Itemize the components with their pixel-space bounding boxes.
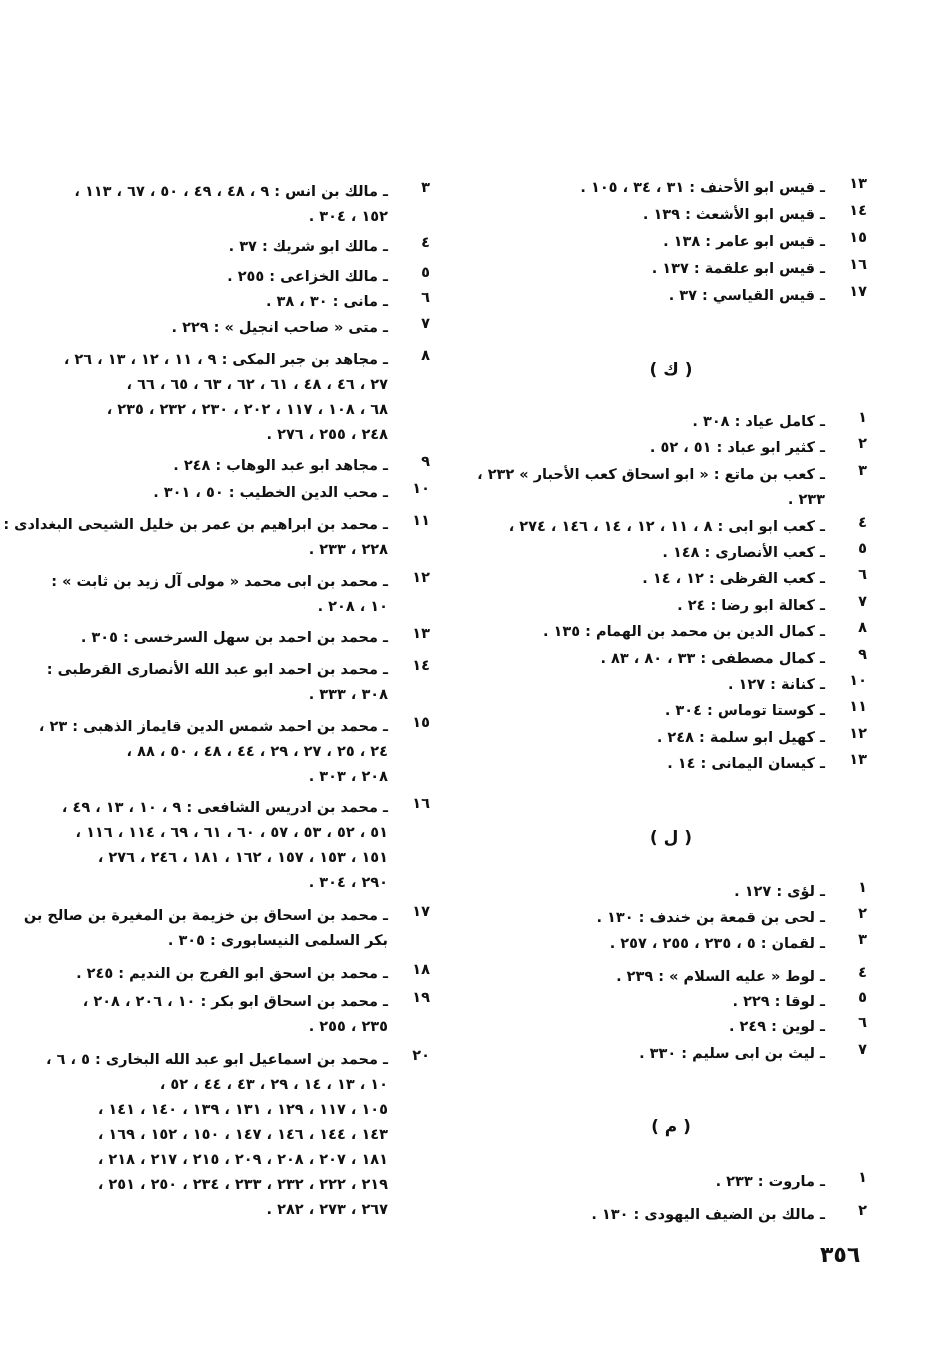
page-number: ٣٥٦ [820,1243,861,1268]
entry-number: ٦ [858,567,867,584]
entry-number: ١٠ [849,673,867,689]
entry-number: ١٨ [412,962,430,978]
entry-text-line: ـ ماروت : ٢٣٣ . [715,1174,825,1190]
entry-text-line: ـ لؤى : ١٢٧ . [734,884,825,900]
entry-text-line: ٣٠٨ ، ٣٣٣ . [308,687,388,703]
entry-number: ٣ [858,932,867,948]
entry-number: ٨ [421,348,430,364]
entry-text-line: ٢٢٨ ، ٢٣٣ . [308,542,388,558]
entry-text-line: ـ مانى : ٣٠ ، ٣٨ . [265,294,388,310]
entry-number: ١٢ [849,725,867,742]
entry-text-line: ـ مالك بن انس : ٩ ، ٤٨ ، ٤٩ ، ٥٠ ، ٦٧ ، ١١٣ ، [74,184,388,200]
entry-number: ١٣ [849,752,867,769]
entry-text-line: ـ كيسان اليمانى : ١٤ . [667,756,825,773]
entry-text-line: ـ كعب القرظى : ١٢ ، ١٤ . [642,571,825,588]
entry-text-line: ـ مجاهد ابو عبد الوهاب : ٢٤٨ . [173,458,388,474]
entry-number: ٤ [858,965,867,981]
entry-text-line: ٢٠٨ ، ٣٠٣ . [308,769,388,785]
entry-text-line: ١٤٣ ، ١٤٤ ، ١٤٦ ، ١٤٧ ، ١٥٠ ، ١٥٢ ، ١٦٩ ، [97,1127,388,1143]
entry-text-line: ـ محمد بن ادريس الشافعى : ٩ ، ١٠ ، ١٣ ، ٤٩ ، [61,800,388,816]
entry-text-line: ـ محمد بن اسحاق ابو بكر : ١٠ ، ٢٠٦ ، ٢٠٨ ، [82,994,388,1010]
entry-number: ١٠ [412,481,430,497]
section-header-kaf: ( ك ) [649,360,693,380]
entry-number: ٨ [858,620,867,637]
entry-text-line: ـ محمد بن ابراهيم بن عمر بن خليل الشيحى البغدادى : [3,517,388,533]
entry-text-line: ٥١ ، ٥٢ ، ٥٣ ، ٥٧ ، ٦٠ ، ٦١ ، ٦٩ ، ١١٤ ، ١١٦ ، [75,825,388,841]
entry-number: ١ [858,1170,867,1186]
entry-number: ٩ [421,454,430,470]
entry-number: ٦ [858,1015,867,1031]
entry-text-line: ـ محب الدين الخطيب : ٥٠ ، ٣٠١ . [153,485,388,501]
entry-text-line: ١٨١ ، ٢٠٧ ، ٢٠٨ ، ٢٠٩ ، ٢١٥ ، ٢١٧ ، ٢١٨ ، [97,1152,388,1168]
entry-number: ١١ [412,513,430,529]
entry-text-line: بكر السلمى النيسابورى : ٣٠٥ . [167,933,388,949]
entry-text-line: ٢٧ ، ٤٦ ، ٤٨ ، ٦١ ، ٦٢ ، ٦٣ ، ٦٥ ، ٦٦ ، [126,377,388,393]
entry-text-line: ـ متى « صاحب انجيل » : ٢٢٩ . [171,320,388,336]
entry-text-line: ـ قيس ابو الأشعث : ١٣٩ . [642,206,825,223]
entry-number: ١٥ [412,715,430,731]
entry-text-line: ٢٩٠ ، ٣٠٤ . [308,875,388,891]
entry-number: ١٦ [412,796,430,812]
entry-number: ٧ [858,593,867,610]
entry-number: ٢٠ [412,1048,430,1064]
entry-text-line: ـ لحى بن قمعة بن خندف : ١٣٠ . [596,910,825,926]
entry-number: ٧ [858,1042,867,1058]
entry-text-line: ـ قيس ابو علقمة : ١٣٧ . [651,260,825,277]
entry-text-line: ـ كهيل ابو سلمة : ٢٤٨ . [656,729,825,746]
entry-number: ١ [858,880,867,896]
entry-number: ٥ [858,990,867,1006]
entry-text-line: ـ لوقا : ٢٢٩ . [732,994,825,1010]
entry-text-line: ٢١٩ ، ٢٢٢ ، ٢٣٢ ، ٢٣٣ ، ٢٣٤ ، ٢٥٠ ، ٢٥١ ، [97,1177,388,1193]
entry-number: ١٦ [849,256,867,273]
entry-text-line: ـ محمد بن اسماعيل ابو عبد الله البخارى : ٥ ، ٦ ، [46,1052,388,1068]
entry-text-line: ـ محمد بن اسحاق بن خزيمة بن المغيرة بن صالح بن [23,908,388,924]
entry-text-line: ـ مالك الخزاعى : ٢٥٥ . [227,269,388,285]
entry-text-line: ـ مالك ابو شريك : ٣٧ . [228,239,388,255]
entry-number: ٦ [421,290,430,306]
entry-text-line: ١٥١ ، ١٥٣ ، ١٥٧ ، ١٦٢ ، ١٨١ ، ٢٤٦ ، ٢٧٦ ، [97,850,388,866]
entry-number: ٢ [858,436,867,453]
entry-text-line: ـ محمد بن اسحق ابو الفرج بن النديم : ٢٤٥ . [76,966,388,982]
entry-text-line: ـ كنانة : ١٢٧ . [727,677,825,693]
entry-number: ٤ [858,514,867,531]
entry-text-line: ١٠ ، ٢٠٨ . [317,599,388,615]
entry-number: ٢ [858,906,867,922]
entry-number: ٤ [421,235,430,251]
entry-text-line: ـ محمد بن احمد شمس الدين قايماز الذهبى : ٢٣ ، [38,719,388,735]
entry-text-line: ـ قيس القياسي : ٣٧ . [668,287,825,304]
entry-text-line: ـ كثير ابو عباد : ٥١ ، ٥٢ . [649,440,825,457]
entry-number: ١٢ [412,570,430,586]
entry-number: ١٤ [849,202,867,219]
entry-number: ١ [858,410,867,426]
entry-number: ١٩ [412,990,430,1006]
entry-text-line: ـ قيس ابو عامر : ١٣٨ . [663,233,825,250]
entry-text-line: ـ كعب بن ماتع : « ابو اسحاق كعب الأحبار » ٢٣٢ ، [477,466,825,483]
entry-text-line: ـ كعالة ابو رضا : ٢٤ . [677,597,825,614]
entry-text-line: ـ لقمان : ٥ ، ٢٣٥ ، ٢٥٥ ، ٢٥٧ . [609,936,825,952]
entry-number: ١٥ [849,229,867,246]
entry-number: ١٧ [412,904,430,920]
entry-number: ١١ [849,699,867,716]
entry-text-line: ـ مالك بن الضيف اليهودى : ١٣٠ . [591,1207,825,1223]
entry-number: ٩ [858,646,867,663]
entry-text-line: ـ كعب الأنصارى : ١٤٨ . [662,545,825,561]
entry-text-line: ـ مجاهد بن جبر المكى : ٩ ، ١١ ، ١٢ ، ١٣ ، ٢٦ ، [63,352,388,368]
entry-text-line: ١٥٢ ، ٣٠٤ . [308,209,388,225]
entry-number: ٢ [858,1203,867,1219]
entry-text-line: ـ كوستا توماس : ٣٠٤ . [664,703,825,720]
entry-text-line: ٢٣٥ ، ٢٥٥ . [308,1019,388,1035]
entry-number: ١٣ [412,626,430,642]
entry-text-line: ١٠ ، ١٣ ، ١٤ ، ٢٩ ، ٤٣ ، ٤٤ ، ٥٢ ، [159,1077,388,1093]
entry-number: ٥ [858,541,867,557]
entry-text-line: ١٠٥ ، ١١٧ ، ١٢٩ ، ١٣١ ، ١٣٩ ، ١٤٠ ، ١٤١ ، [97,1102,388,1118]
entry-text-line: ـ كعب ابو ابى : ٨ ، ١١ ، ١٢ ، ١٤ ، ١٤٦ ، ٢٧٤ ، [508,518,825,535]
entry-number: ٥ [421,265,430,281]
entry-text-line: ـ كمال الدين بن محمد بن الهمام : ١٣٥ . [542,624,825,641]
entry-number: ٧ [421,316,430,332]
entry-text-line: ٦٨ ، ١٠٨ ، ١١٧ ، ٢٠٢ ، ٢٣٠ ، ٢٣٢ ، ٢٣٥ ، [106,402,388,418]
entry-number: ١٤ [412,658,430,674]
entry-number: ١٣ [849,176,867,192]
entry-text-line: ٢٤ ، ٢٥ ، ٢٧ ، ٢٩ ، ٤٤ ، ٤٨ ، ٥٠ ، ٨٨ ، [126,744,388,760]
section-header-mim: ( م ) [651,1117,691,1137]
entry-text-line: ٢٦٧ ، ٢٧٣ ، ٢٨٢ . [266,1202,388,1218]
entry-text-line: ـ محمد بن احمد ابو عبد الله الأنصارى القرطبى : [46,662,388,678]
entry-number: ٣ [421,180,430,196]
entry-text-line: ـ لوين : ٢٤٩ . [728,1019,825,1035]
section-header-lam: ( ل ) [649,828,693,848]
entry-text-line: ـ كمال مصطفى : ٣٣ ، ٨٠ ، ٨٣ . [600,650,825,667]
entry-text-line: ـ محمد بن ابى محمد « مولى آل زيد بن ثابت » : [51,574,388,590]
entry-text-line: ٢٣٣ . [787,491,825,508]
entry-number: ٣ [858,462,867,479]
entry-text-line: ـ ليث بن ابى سليم : ٣٣٠ . [639,1046,825,1062]
entry-text-line: ـ محمد بن احمد بن سهل السرخسى : ٣٠٥ . [80,630,388,646]
entry-text-line: ـ قيس ابو الأحنف : ٣١ ، ٣٤ ، ١٠٥ . [580,180,825,196]
entry-text-line: ـ كامل عياد : ٣٠٨ . [692,414,825,430]
entry-text-line: ٢٤٨ ، ٢٥٥ ، ٢٧٦ . [266,427,388,443]
entry-text-line: ـ لوط « عليه السلام » : ٢٣٩ . [616,969,825,985]
entry-number: ١٧ [849,283,867,300]
